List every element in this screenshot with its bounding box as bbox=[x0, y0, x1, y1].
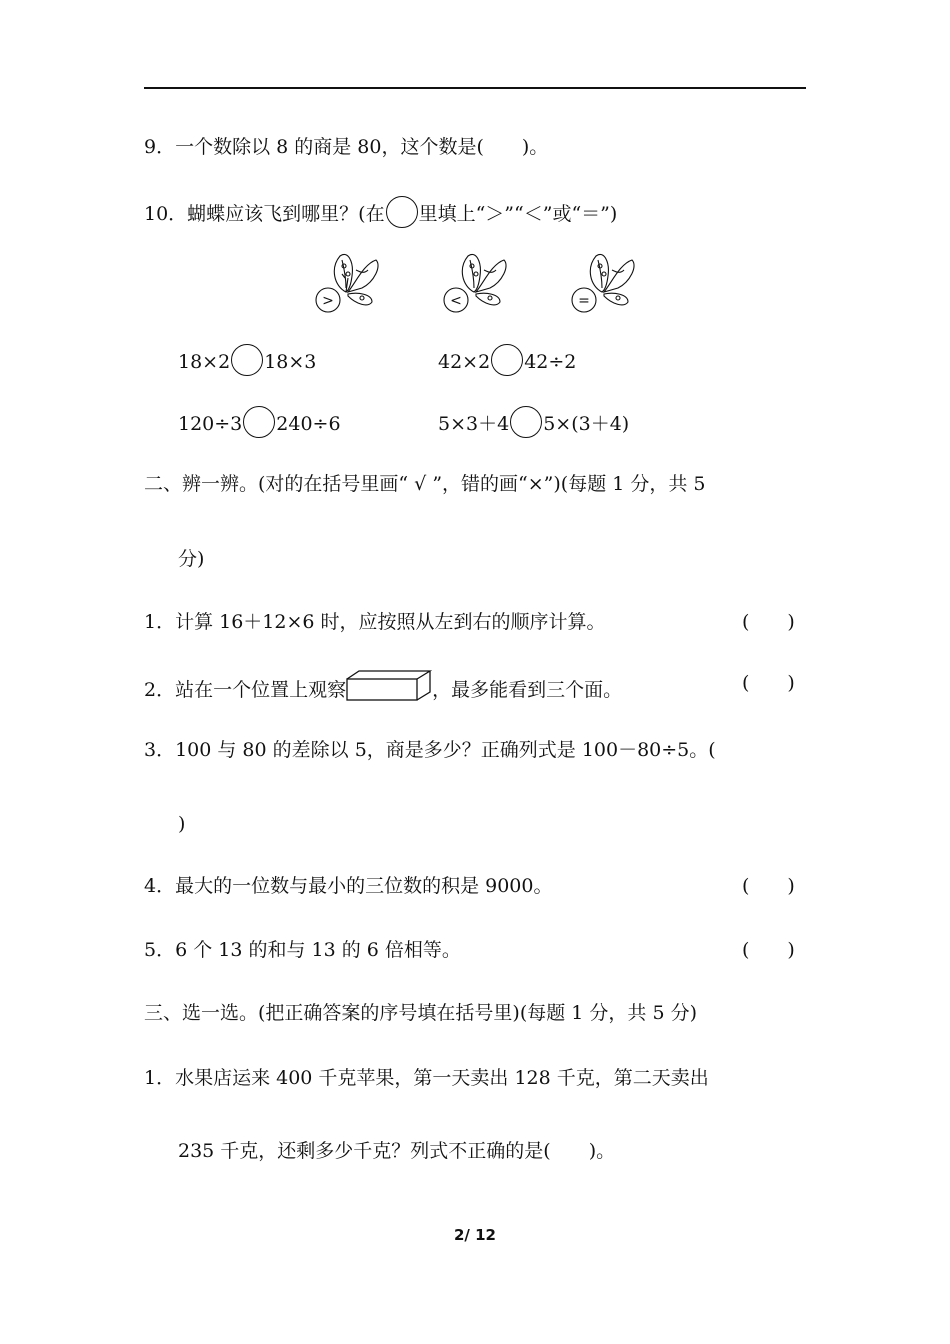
butterfly-label: < bbox=[450, 293, 462, 309]
answer-paren: ( ) bbox=[742, 875, 795, 897]
compare-expr-4: 5×3＋4 5×(3＋4) bbox=[438, 406, 629, 438]
section-3-title: 三、选一选。(把正确答案的序号填在括号里)(每题 1 分，共 5 分) bbox=[144, 1002, 697, 1024]
compare-circle-icon bbox=[510, 406, 542, 438]
answer-paren: ( ) bbox=[742, 611, 795, 633]
cuboid-icon bbox=[346, 670, 432, 702]
section-2-title: 二、辨一辨。(对的在括号里画“ √ ”，错的画“×”)(每题 1 分，共 5 bbox=[144, 473, 706, 495]
butterfly-label: > bbox=[322, 293, 334, 309]
butterfly-greater-icon bbox=[312, 248, 382, 314]
compare-expr-2: 42×2 42÷2 bbox=[438, 344, 576, 376]
compare-circle-icon bbox=[231, 344, 263, 376]
judge-item-1: 1．计算 16＋12×6 时，应按照从左到右的顺序计算。 bbox=[144, 611, 606, 633]
choice-question-1: 1．水果店运来 400 千克苹果，第一天卖出 128 千克，第二天卖出 bbox=[144, 1067, 709, 1089]
question-10 bbox=[144, 196, 617, 228]
answer-paren: ( ) bbox=[742, 939, 795, 961]
compare-expr-3: 120÷3 240÷6 bbox=[178, 406, 341, 438]
judge-item-3: 3．100 与 80 的差除以 5，商是多少？正确列式是 100－80÷5。( bbox=[144, 739, 716, 761]
compare-circle-icon bbox=[491, 344, 523, 376]
butterfly-equal-icon bbox=[568, 248, 638, 314]
choice-question-1-cont: 235 千克，还剩多少千克？列式不正确的是( )。 bbox=[178, 1140, 616, 1162]
judge-item-3-cont: ) bbox=[178, 813, 186, 835]
question-9: 9．一个数除以 8 的商是 80，这个数是( )。 bbox=[144, 136, 549, 158]
question-10-suffix: 里填上“＞”“＜”或“＝”) bbox=[418, 203, 618, 225]
header-rule bbox=[144, 87, 806, 89]
judge-item-5: 5．6 个 13 的和与 13 的 6 倍相等。 bbox=[144, 939, 461, 961]
compare-circle-icon bbox=[243, 406, 275, 438]
compare-expr-1: 18×2 18×3 bbox=[178, 344, 316, 376]
butterfly-label: = bbox=[578, 293, 590, 309]
butterfly-less-icon bbox=[440, 248, 510, 314]
answer-circle-icon bbox=[386, 196, 418, 228]
judge-item-4: 4．最大的一位数与最小的三位数的积是 9000。 bbox=[144, 875, 553, 897]
answer-paren: ( ) bbox=[742, 672, 795, 694]
page-number: 2/ 12 bbox=[453, 1226, 496, 1244]
section-2-title-cont: 分) bbox=[178, 548, 205, 570]
judge-item-2: 2．站在一个位置上观察 ，最多能看到三个面。 bbox=[144, 670, 622, 703]
question-10-prefix: 10．蝴蝶应该飞到哪里？(在 bbox=[144, 203, 385, 225]
